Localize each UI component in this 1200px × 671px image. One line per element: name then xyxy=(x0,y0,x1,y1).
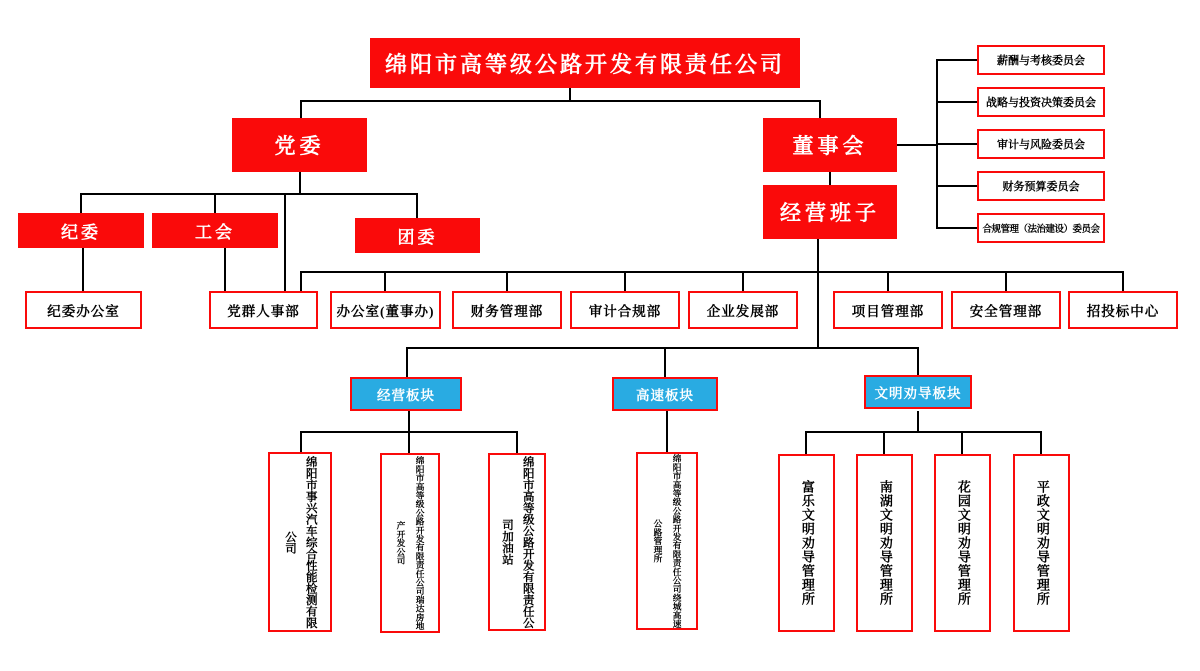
connector-line xyxy=(936,185,977,187)
connector-line xyxy=(961,431,963,454)
department-box: 审计合规部 xyxy=(570,291,680,329)
subsidiary-label: 绵阳市高等级公路开发有限责任公司绕城高速公路管理所 xyxy=(653,454,683,628)
subsidiary-box xyxy=(636,452,698,630)
committee-box: 战略与投资决策委员会 xyxy=(977,87,1105,117)
subsidiary-box xyxy=(488,453,546,631)
connector-line xyxy=(805,431,807,454)
connector-line xyxy=(936,143,977,145)
party-committee-box: 党委 xyxy=(232,118,367,172)
subsidiary-label: 绵阳市事兴汽车综合性能检测有限公司 xyxy=(284,455,317,629)
department-box: 办公室(董事办) xyxy=(330,291,441,329)
connector-line xyxy=(742,271,744,291)
connector-line xyxy=(897,144,937,146)
department-box: 企业发展部 xyxy=(688,291,798,329)
labor-union-box: 工会 xyxy=(152,213,278,248)
subsidiary-label: 富乐文明劝导管理所 xyxy=(799,480,815,606)
subsidiary-box xyxy=(778,454,835,632)
subsidiary-box xyxy=(934,454,991,632)
department-box: 项目管理部 xyxy=(833,291,943,329)
subsidiary-label: 花园文明劝导管理所 xyxy=(955,480,971,606)
connector-line xyxy=(624,271,626,291)
subsidiary-box xyxy=(268,452,332,632)
connector-line xyxy=(506,271,508,291)
department-box: 安全管理部 xyxy=(951,291,1061,329)
connector-line xyxy=(1040,431,1042,454)
connector-line xyxy=(887,271,889,291)
connector-line xyxy=(214,193,216,213)
connector-line xyxy=(300,100,821,102)
connector-line xyxy=(1005,271,1007,291)
connector-line xyxy=(829,172,831,185)
connector-line xyxy=(406,347,408,377)
connector-line xyxy=(80,193,82,213)
subsidiary-label: 平政文明劝导管理所 xyxy=(1034,480,1050,606)
subsidiary-label: 绵阳市高等级公路开发有限责任公司瑞达房地产开发公司 xyxy=(396,456,426,630)
connector-line xyxy=(516,431,518,453)
committee-box: 财务预算委员会 xyxy=(977,171,1105,201)
subsidiary-label: 绵阳市高等级公路开发有限责任公司加油站 xyxy=(501,455,534,629)
company-root-box: 绵阳市高等级公路开发有限责任公司 xyxy=(370,38,800,88)
connector-line xyxy=(936,59,977,61)
connector-line xyxy=(416,193,418,218)
committee-box: 审计与风险委员会 xyxy=(977,129,1105,159)
connector-line xyxy=(917,411,919,432)
connector-line xyxy=(80,193,418,195)
connector-line xyxy=(224,248,226,291)
management-team-box: 经营班子 xyxy=(763,185,897,239)
committee-box: 薪酬与考核委员会 xyxy=(977,45,1105,75)
committee-box: 合规管理（法治建设）委员会 xyxy=(977,213,1105,243)
connector-line xyxy=(817,239,819,349)
connector-line xyxy=(300,100,302,118)
connector-line xyxy=(917,347,919,377)
department-box: 招投标中心 xyxy=(1068,291,1178,329)
connector-line xyxy=(666,411,668,452)
connector-line xyxy=(819,100,821,118)
youth-league-box: 团委 xyxy=(355,218,480,253)
subsidiary-box xyxy=(856,454,913,632)
connector-line xyxy=(936,227,977,229)
discipline-office-box: 纪委办公室 xyxy=(25,291,142,329)
connector-line xyxy=(300,271,302,291)
connector-line xyxy=(406,347,919,349)
connector-line xyxy=(82,248,84,291)
department-box: 党群人事部 xyxy=(209,291,318,329)
civility-block-box: 文明劝导板块 xyxy=(864,375,972,409)
expressway-block-box: 高速板块 xyxy=(612,377,718,411)
subsidiary-box xyxy=(1013,454,1070,632)
connector-line xyxy=(284,193,286,291)
subsidiary-label: 南湖文明劝导管理所 xyxy=(877,480,893,606)
connector-line xyxy=(300,431,518,433)
connector-line xyxy=(936,101,977,103)
connector-line xyxy=(299,172,301,195)
connector-line xyxy=(805,431,1042,433)
connector-line xyxy=(664,347,666,377)
connector-line xyxy=(883,431,885,454)
subsidiary-box xyxy=(380,453,440,633)
business-block-box: 经营板块 xyxy=(350,377,462,411)
connector-line xyxy=(300,431,302,452)
department-box: 财务管理部 xyxy=(452,291,562,329)
discipline-inspection-box: 纪委 xyxy=(18,213,144,248)
connector-line xyxy=(1122,271,1124,291)
connector-line xyxy=(300,271,1124,273)
connector-line xyxy=(384,271,386,291)
board-of-directors-box: 董事会 xyxy=(763,118,897,172)
